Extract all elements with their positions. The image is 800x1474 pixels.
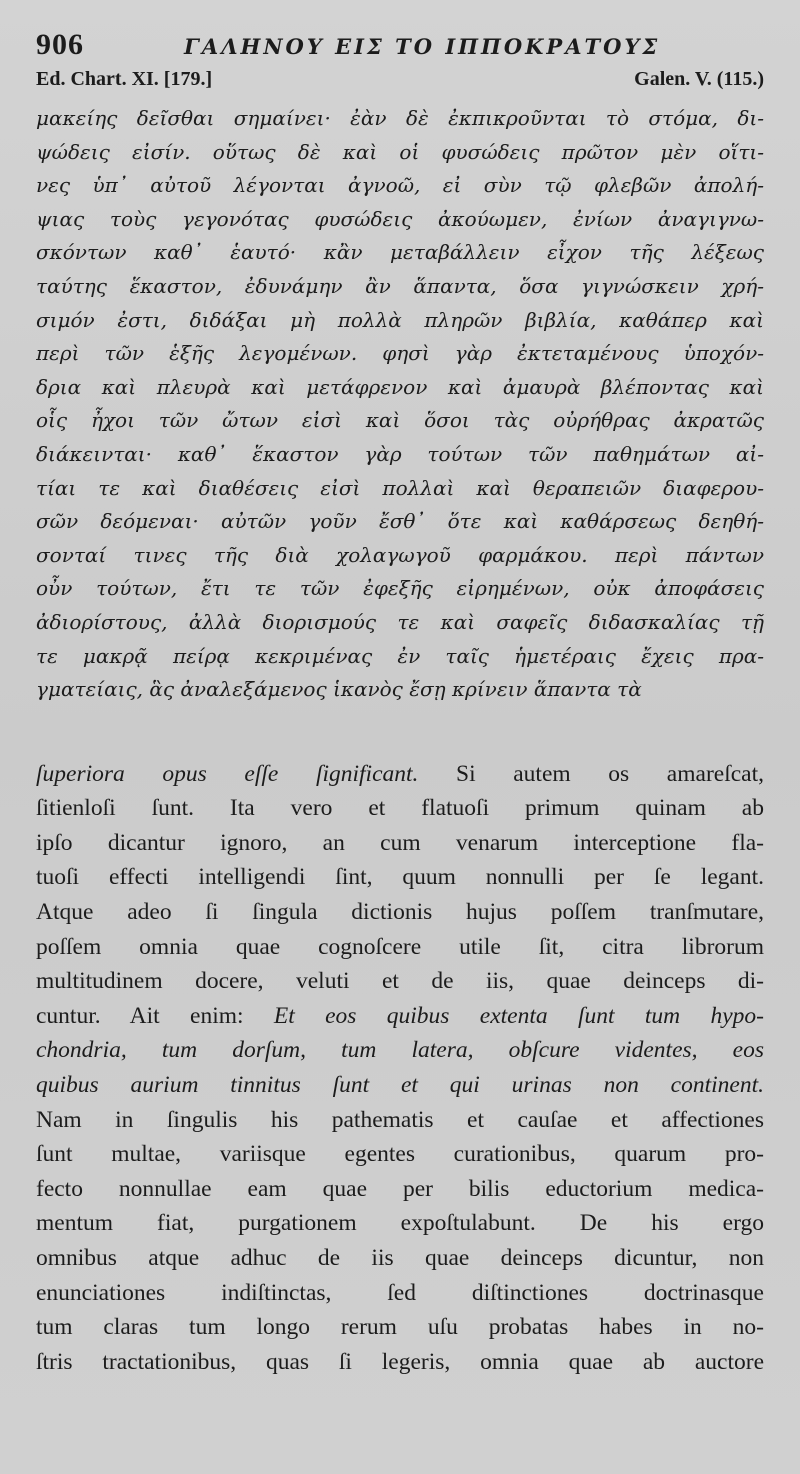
latin-text-line (36, 1276, 764, 1311)
greek-text-line: ἀδιορίστους, ἀλλὰ διορισμούς τε καὶ σαφεῖς διδασκαλίας τῇ (36, 609, 764, 634)
text-segment: tum claras tum longo rerum uſu probatas habes in no- (36, 1314, 764, 1341)
edition-chartier-reference: Ed. Chart. XI. [179.] (36, 68, 213, 90)
greek-text-line: ψιας τοὺς γεγονότας φυσώδεις ἀκούωμεν, ἐνίων ἀναγιγνω- (36, 206, 764, 231)
text-segment: ſtris tractationibus, quas ſi legeris, omnia quae ab auctore (36, 1348, 764, 1375)
latin-text-line (36, 791, 764, 826)
latin-text-line (36, 826, 764, 861)
latin-text-line (36, 757, 764, 792)
greek-text-line: τε μακρᾷ πείρᾳ κεκριμένας ἐν ταῖς ἡμετέραις ἔχεις πρα- (36, 643, 764, 668)
latin-text-line (36, 1310, 764, 1345)
greek-text-line: οὖν τούτων, ἔτι τε τῶν ἐφεξῆς εἰρημένων, οὐκ ἀποφάσεις (36, 576, 764, 601)
text-segment: multitudinem docere, veluti et de iis, quae deinceps di- (36, 968, 764, 995)
greek-text-line: σιμόν ἐστι, διδάξαι μὴ πολλὰ πληρῶν βιβλία, καθάπερ καὶ (36, 307, 764, 332)
greek-text-block (36, 102, 764, 707)
latin-text-line (36, 999, 764, 1034)
greek-text-line: διάκεινται· καθ᾽ ἕκαστον γὰρ τούτων τῶν παθημάτων αἰ- (36, 441, 764, 466)
text-segment: poſſem omnia quae cognoſcere utile ſit, citra librorum (36, 933, 764, 960)
latin-text-line (36, 1068, 764, 1103)
text-segment: Nam in ſingulis his pathematis et cauſae et affectiones (36, 1106, 764, 1133)
latin-text-line (36, 1103, 764, 1138)
running-title: ΓΑΛΗΝΟΥ ΕΙΣ ΤΟ ΙΠΠΟΚΡΑΤΟΥΣ (184, 34, 661, 59)
text-segment: cuntur. Ait enim: (36, 1002, 274, 1029)
latin-text-line (36, 1137, 764, 1172)
latin-text-line (36, 1345, 764, 1380)
italic-text-segment: Et eos quibus extenta ſunt tum hypo- (273, 1002, 764, 1029)
latin-text-block (36, 757, 764, 1380)
text-segment: ſunt multae, variisque egentes curationibus, quarum pro- (36, 1141, 764, 1168)
latin-text-line (36, 1172, 764, 1207)
text-segment: Atque adeo ſi ſingula dictionis hujus poſſem tranſmutare, (36, 899, 764, 926)
greek-text-line: σῶν δεόμεναι· αὐτῶν γοῦν ἔσθ᾽ ὅτε καὶ καθάρσεως δεηθή- (36, 509, 764, 534)
greek-text-line: ψώδεις εἰσίν. οὕτως δὲ καὶ οἱ φυσώδεις πρῶτον μὲν οἵτι- (36, 139, 764, 164)
greek-text-line: νες ὑπ᾽ αὐτοῦ λέγονται ἀγνοῶ, εἰ σὺν τῷ φλεβῶν ἀπολή- (36, 173, 764, 198)
latin-text-line (36, 930, 764, 965)
edition-reference-line (36, 68, 764, 98)
latin-text-line (36, 1206, 764, 1241)
text-segment: fecto nonnullae eam quae per bilis eductorium medica- (36, 1175, 764, 1202)
edition-galen-reference: Galen. V. (115.) (634, 68, 764, 90)
latin-text-line (36, 860, 764, 895)
greek-text-line: σονταί τινες τῆς διὰ χολαγωγοῦ φαρμάκου. περὶ πάντων (36, 542, 764, 567)
latin-text-line (36, 1033, 764, 1068)
latin-text-line (36, 1241, 764, 1276)
running-head (36, 28, 764, 68)
text-segment: mentum fiat, purgationem expoſtulabunt. De his ergo (36, 1210, 764, 1237)
greek-text-line: γματείαις, ἃς ἀναλεξάμενος ἱκανὸς ἔσῃ κρίνειν ἅπαντα τὰ (36, 677, 642, 702)
text-segment: Si autem os amareſcat, (418, 760, 764, 787)
italic-text-segment: chondria, tum dorſum, tum latera, obſcure videntes, eos (36, 1037, 764, 1064)
section-gap (36, 707, 764, 757)
page-number: 906 (36, 28, 84, 61)
greek-text-line: σκόντων καθ᾽ ἑαυτό· κἂν μεταβάλλειν εἶχον τῆς λέξεως (36, 240, 764, 265)
greek-text-line: ταύτης ἕκαστον, ἐδυνάμην ἂν ἅπαντα, ὅσα γιγνώσκειν χρή- (36, 273, 764, 298)
latin-text-line (36, 964, 764, 999)
greek-text-line: τίαι τε καὶ διαθέσεις εἰσὶ πολλαὶ καὶ θεραπειῶν διαφερου- (36, 475, 764, 500)
greek-text-line: μακείης δεῖσθαι σημαίνει· ἐὰν δὲ ἐκπικροῦνται τὸ στόμα, δι- (36, 106, 764, 130)
greek-text-line: οἷς ἦχοι τῶν ὤτων εἰσὶ καὶ ὅσοι τὰς οὐρήθρας ἀκρατῶς (36, 408, 764, 433)
italic-text-segment: quibus aurium tinnitus ſunt et qui urinas non continent. (36, 1072, 764, 1099)
greek-text-line: δρια καὶ πλευρὰ καὶ μετάφρενον καὶ ἀμαυρὰ βλέποντας καὶ (36, 374, 764, 399)
text-segment: enunciationes indiſtinctas, ſed diſtinctiones doctrinasque (36, 1279, 764, 1306)
greek-text-line: περὶ τῶν ἑξῆς λεγομένων. φησὶ γὰρ ἐκτεταμένους ὑποχόν- (36, 341, 764, 366)
italic-text-segment: ſuperiora opus eſſe ſignificant. (36, 760, 419, 787)
text-segment: ipſo dicantur ignoro, an cum venarum interceptione fla- (36, 829, 764, 856)
latin-text-line (36, 895, 764, 930)
text-segment: tuoſi effecti intelligendi ſint, quum nonnulli per ſe legant. (36, 864, 764, 891)
text-segment: ſitienloſi ſunt. Ita vero et flatuoſi primum quinam ab (36, 795, 764, 822)
text-segment: omnibus atque adhuc de iis quae deinceps dicuntur, non (36, 1245, 764, 1271)
